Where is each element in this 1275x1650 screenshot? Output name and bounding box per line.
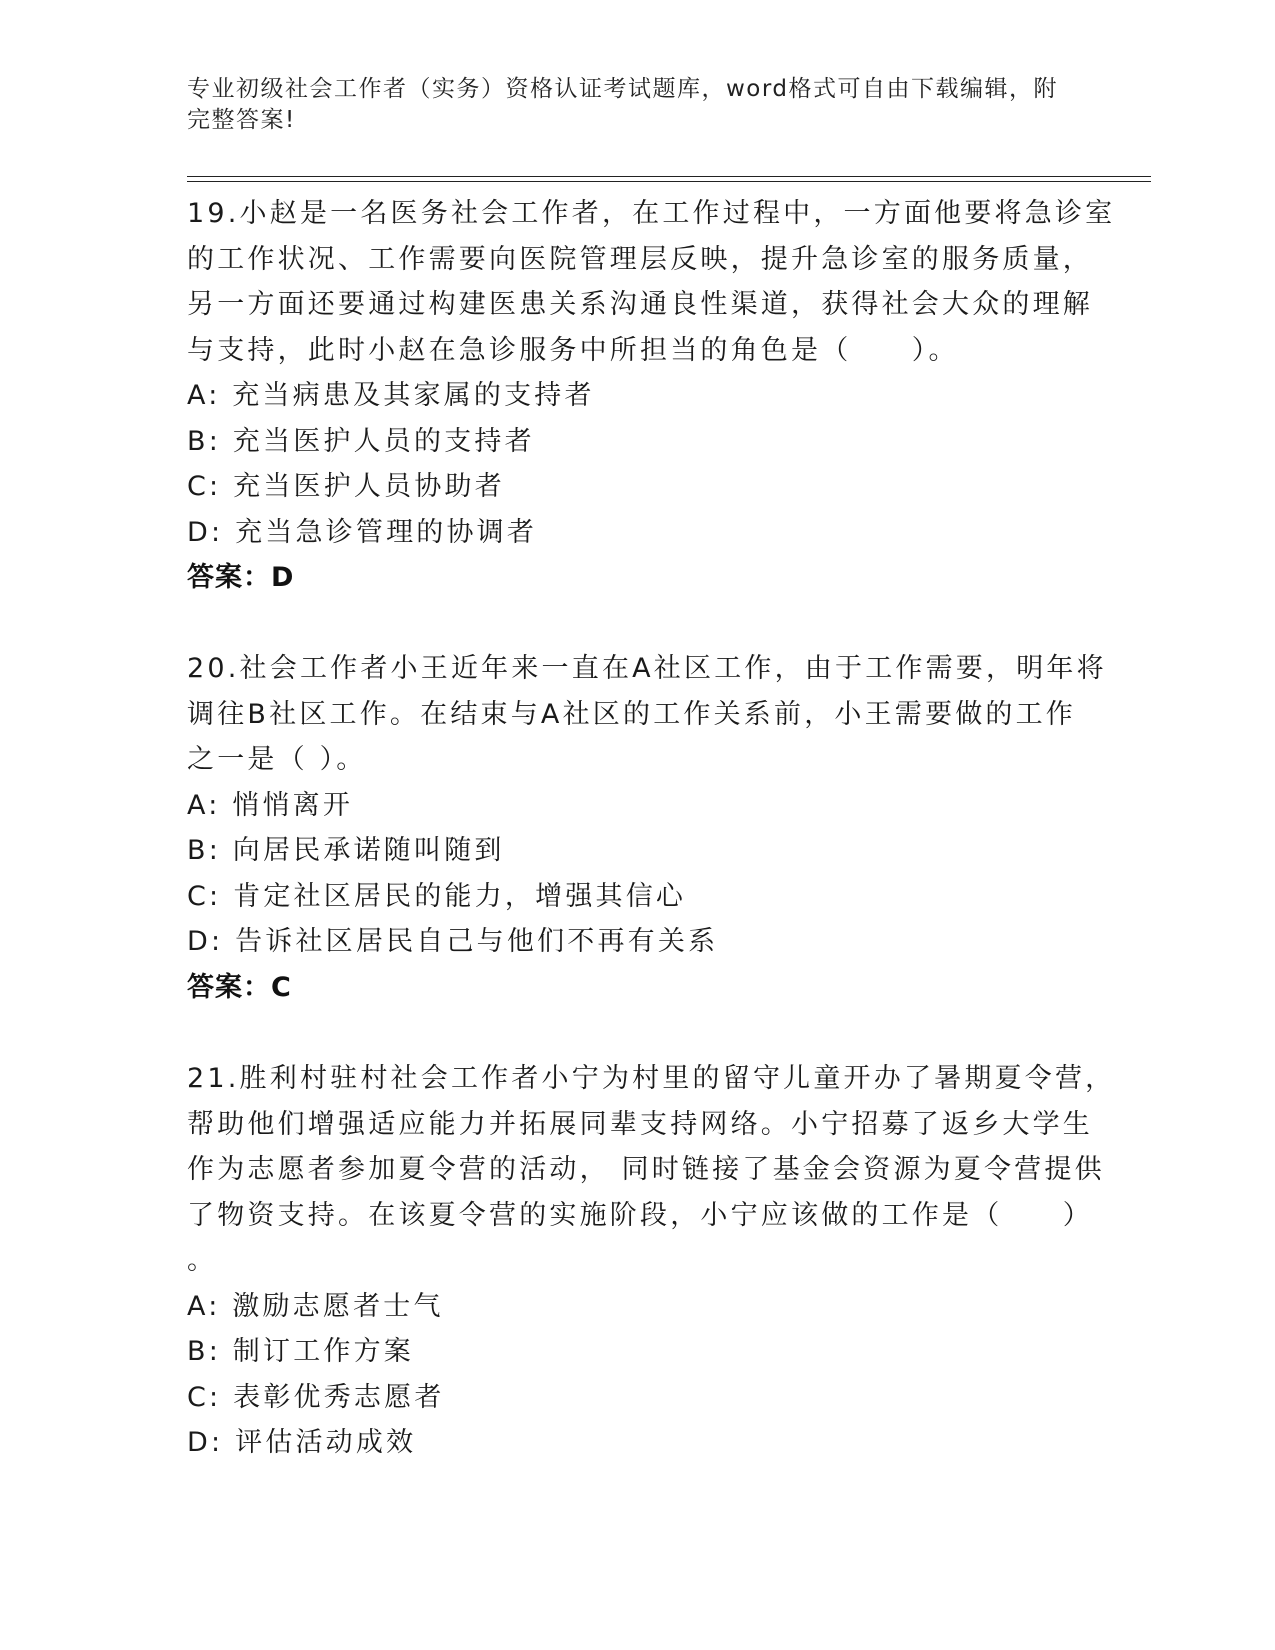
option-a: A: 充当病患及其家属的支持者 [187,380,595,411]
question-stem [187,191,1116,373]
option-d: D: 评估活动成效 [187,1427,417,1458]
question-20 [187,646,1107,1010]
header-divider-top [187,176,1151,177]
stem-line: 19.小赵是一名医务社会工作者，在工作过程中，一方面他要将急诊室 [187,198,1116,229]
question-stem [187,646,1107,783]
stem-line: 的工作状况、工作需要向医院管理层反映，提升急诊室的服务质量， [187,243,1093,275]
answer-line: 答案：D [187,562,295,593]
header-line-2: 完整答案! [187,107,296,133]
stem-line: 另一方面还要通过构建医患关系沟通良性渠道，获得社会大众的理解 [187,289,1093,320]
stem-line: 作为志愿者参加夏令营的活动， 同时链接了基金会资源为夏令营提供 [187,1154,1105,1185]
header-line-1: 专业初级社会工作者（实务）资格认证考试题库，word格式可自由下载编辑，附 [187,76,1059,102]
option-a: A: 悄悄离开 [187,789,354,821]
option-c: C: 表彰优秀志愿者 [187,1381,445,1413]
option-b: B: 向居民承诺随叫随到 [187,835,505,866]
option-c: C: 充当医护人员协助者 [187,471,505,502]
stem-line: 20.社会工作者小王近年来一直在A社区工作，由于工作需要，明年将 [187,653,1107,684]
option-c: C: 肯定社区居民的能力，增强其信心 [187,880,687,912]
option-d: D: 告诉社区居民自己与他们不再有关系 [187,926,719,957]
option-b: B: 制订工作方案 [187,1336,415,1367]
stem-line: 调往B社区工作。在结束与A社区的工作关系前，小王需要做的工作 [187,698,1076,730]
option-d: D: 充当急诊管理的协调者 [187,516,538,548]
stem-line: 21.胜利村驻村社会工作者小宁为村里的留守儿童开办了暑期夏令营， [187,1063,1116,1094]
stem-line: 。 [187,1245,218,1276]
document-header [187,74,1087,136]
answer-line: 答案：C [187,971,292,1003]
option-a: A: 激励志愿者士气 [187,1290,444,1322]
stem-line: 与支持，此时小赵在急诊服务中所担当的角色是（ ）。 [187,334,959,366]
question-stem [187,1056,1116,1284]
stem-line: 帮助他们增强适应能力并拓展同辈支持网络。小宁招募了返乡大学生 [187,1108,1093,1140]
stem-line: 之一是（ ）。 [187,744,367,775]
question-21 [187,1056,1116,1466]
question-19 [187,191,1116,601]
header-divider-bottom [187,181,1151,182]
option-b: B: 充当医护人员的支持者 [187,425,535,457]
stem-line: 了物资支持。在该夏令营的实施阶段，小宁应该做的工作是（ ） [187,1199,1093,1231]
